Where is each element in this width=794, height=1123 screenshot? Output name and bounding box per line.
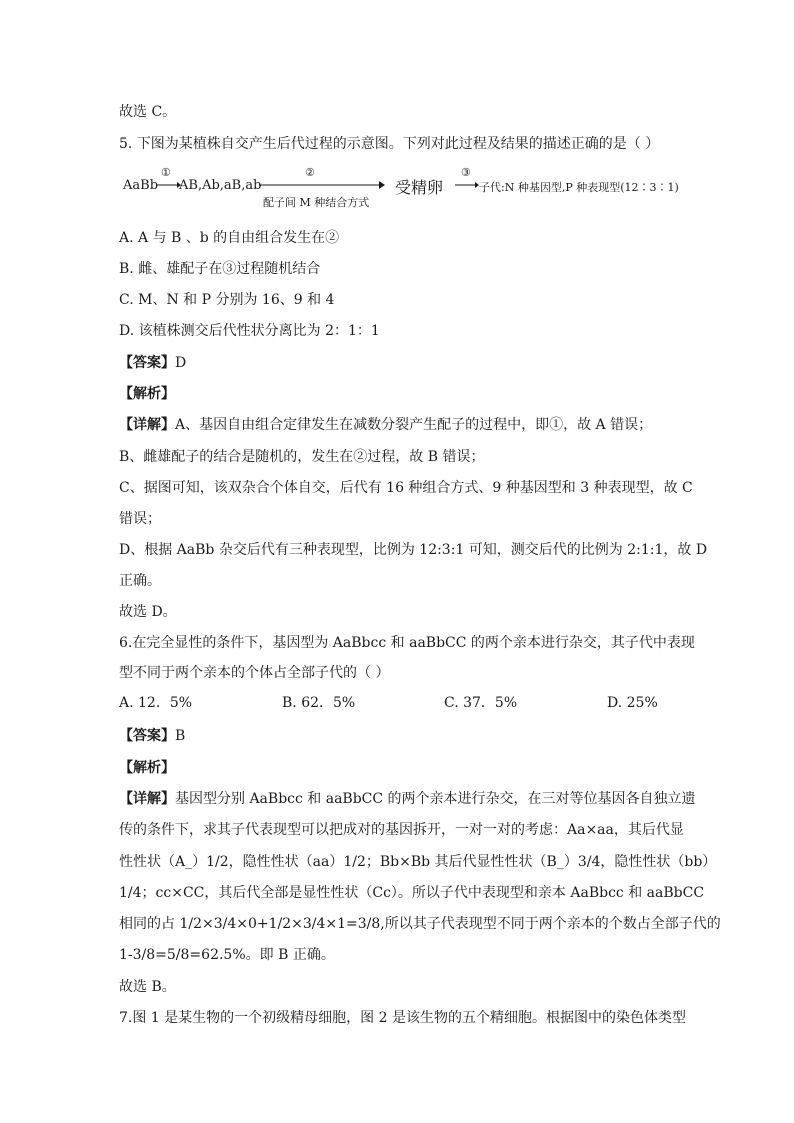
q6-answer	[119, 726, 679, 746]
q5-detail-line-6: 正确。	[119, 573, 161, 589]
analysis-label: 【解析】	[119, 386, 175, 402]
q7-question: 7.图 1 是某生物的一个初级精母细胞，图 2 是该生物的五个精细胞。根据图中的染色体类型	[119, 1010, 686, 1026]
q6-detail-line-1	[119, 789, 696, 809]
diagram-gametes: AB,Ab,aB,ab	[179, 178, 262, 193]
q5-detail-line-2: B、雌雄配子的结合是随机的，发生在②过程，故 B 错误；	[119, 449, 485, 465]
q5-detail-line-1	[119, 415, 679, 435]
q6-conclusion: 故选 B。	[119, 979, 176, 995]
q6-option-d: D. 25%	[607, 695, 658, 711]
q5-detail-line-5: D、根据 AaBb 杂交后代有三种表现型，比例为 12:3:1 可知，测交后代的比例为 2:1:1，故 D	[119, 542, 708, 558]
q6-detail-line-2: 传的条件下，求其子代表现型可以把成对的基因拆开，一对一对的考虑：Aa×aa，其后代显	[119, 822, 684, 838]
diagram-step3-label: ③	[461, 166, 471, 179]
diagram-step2-label: ②	[305, 166, 315, 179]
q5-option-d: D. 该植株测交后代性状分离比为 2：1：1	[119, 323, 380, 339]
q6-option-a: A. 12．5%	[119, 695, 193, 711]
arrow-3-icon	[455, 180, 479, 190]
diagram-offspring-result: 子代:N 种基因型,P 种表现型(12∶3∶1)	[479, 181, 679, 194]
q6-option-b: B. 62．5%	[282, 695, 356, 711]
q6-option-c: C. 37．5%	[444, 695, 518, 711]
diagram-zygote: 受精卵	[395, 178, 444, 197]
diagram-parent-genotype: AaBb	[123, 178, 159, 193]
answer-label: 【答案】	[119, 728, 175, 744]
q4-conclusion: 故选 C。	[119, 104, 177, 120]
q6-detail-line-5: 相同的占 1/2×3/4×0+1/2×3/4×1=3/8,所以其子代表现型不同于两个亲本的个数占全部子代的	[119, 916, 721, 932]
answer-label: 【答案】	[119, 355, 175, 371]
q5-option-b: B. 雌、雄配子在③过程随机结合	[119, 261, 321, 277]
detail-label: 【详解】	[119, 417, 175, 433]
q5-question: 5. 下图为某植株自交产生后代过程的示意图。下列对此过程及结果的描述正确的是（ ）	[119, 136, 660, 152]
q6-analysis-label	[119, 758, 679, 778]
q5-conclusion: 故选 D。	[119, 604, 177, 620]
q5-process-diagram	[123, 168, 703, 212]
detail-label: 【详解】	[119, 791, 175, 807]
detail-text: A、基因自由组合定律发生在减数分裂产生配子的过程中，即①，故 A 错误；	[175, 417, 653, 433]
q5-detail-line-3: C、据图可知，该双杂合个体自交，后代有 16 种组合方式、9 种基因型和 3 种表现型，故 C	[119, 480, 693, 496]
q6-detail-line-6: 1-3/8=5/8=62.5%。即 B 正确。	[119, 947, 335, 963]
q6-detail-line-4: 1/4；cc×CC，其后代全部是显性性状（Cc）。所以子代中表现型和亲本 AaBbcc 和 aaBbCC	[119, 885, 705, 901]
q5-option-c: C. M、N 和 P 分别为 16、9 和 4	[119, 292, 335, 308]
arrow-2-icon	[259, 180, 385, 190]
q5-analysis-label	[119, 384, 679, 404]
q5-option-a: A. A 与 B 、b 的自由组合发生在②	[119, 230, 340, 246]
q6-question-line-1: 6.在完全显性的条件下，基因型为 AaBbcc 和 aaBbCC 的两个亲本进行杂交，其子代中表现	[119, 635, 695, 651]
q6-detail-line-3: 性性状（A_）1/2，隐性性状（aa）1/2；Bb×Bb 其后代显性性状（B_）3/4，隐性性状（bb）	[119, 854, 717, 870]
analysis-label: 【解析】	[119, 760, 175, 776]
answer-value: D	[175, 355, 187, 371]
diagram-step1-label: ①	[161, 166, 171, 179]
arrow-1-icon	[157, 180, 181, 190]
q6-question-line-2: 型不同于两个亲本的个体占全部子代的（ ）	[119, 665, 390, 681]
diagram-mating-combinations: 配子间 M 种结合方式	[263, 196, 370, 209]
detail-text: 基因型分别 AaBbcc 和 aaBbCC 的两个亲本进行杂交，在三对等位基因各自独立遗	[175, 791, 696, 807]
q5-answer	[119, 353, 679, 373]
q5-detail-line-4: 错误；	[119, 511, 161, 527]
answer-value: B	[175, 728, 186, 744]
